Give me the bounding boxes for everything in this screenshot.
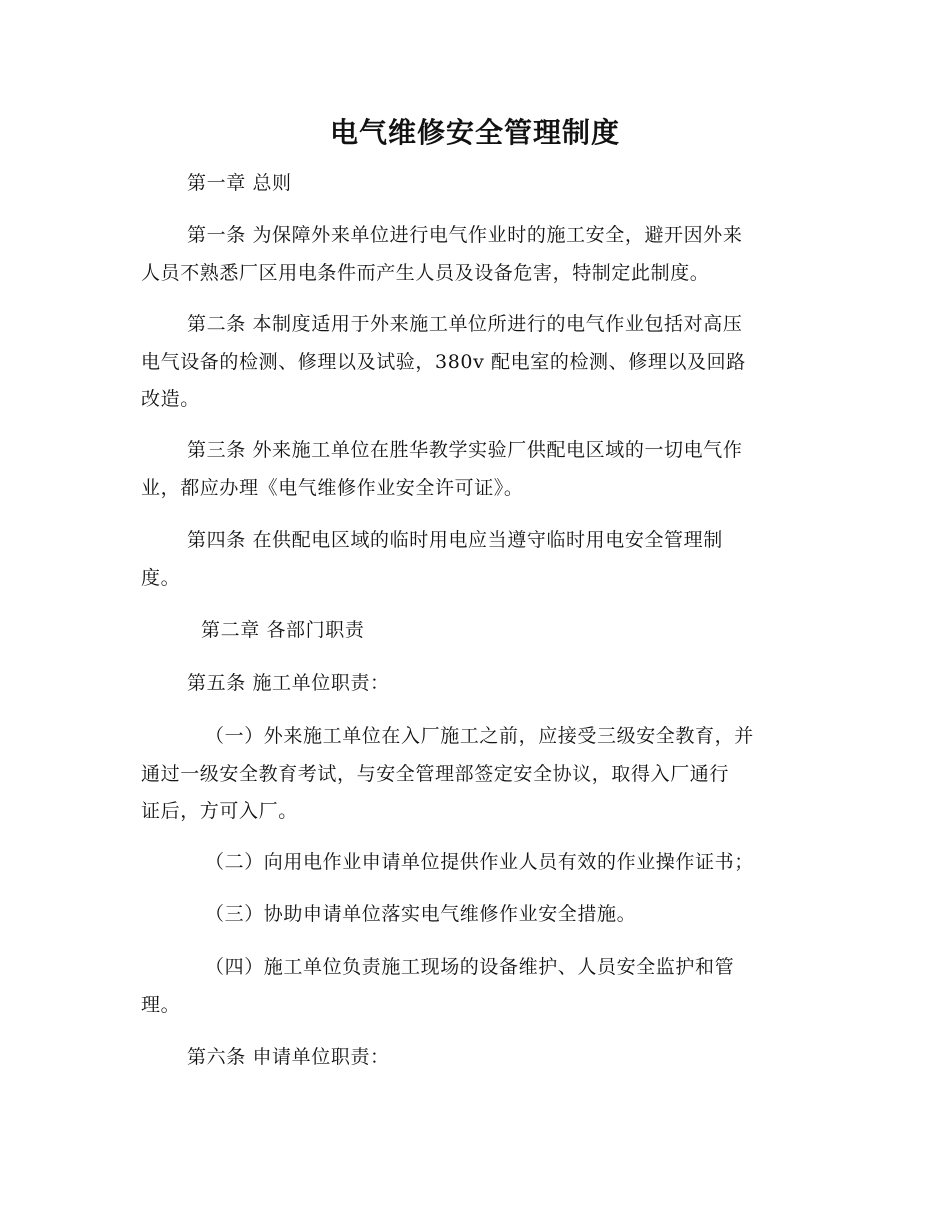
article-5-item-1 [141,718,805,831]
paragraph-line: 第二章 各部门职责 [201,619,365,641]
paragraph-line: 证后，方可入厂。 [141,800,298,822]
paragraph-line: （四）施工单位负责施工现场的设备维护、人员安全监护和管 [205,956,735,978]
paragraph-line: 第四条 在供配电区域的临时用电应当遵守临时用电安全管理制 [187,529,723,551]
paragraph-line: （三）协助申请单位落实电气维修作业安全措施。 [205,903,637,925]
paragraph-line: 第五条 施工单位职责： [187,672,390,694]
paragraph-line: 电气设备的检测、修理以及试验，380v 配电室的检测、修理以及回路 [141,350,746,373]
paragraph-line: 度。 [141,566,181,589]
paragraph-line: 第六条 申请单位职责： [187,1046,390,1068]
chapter-1-heading [141,165,805,203]
document-title: 电气维修安全管理制度 [329,116,620,149]
article-5-item-2 [141,844,805,882]
paragraph-line: 第一条 为保障外来单位进行电气作业时的施工安全，避开因外来 [187,224,743,246]
paragraph-line: 理。 [141,993,181,1016]
paragraph-line: 第二条 本制度适用于外来施工单位所进行的电气作业包括对高压 [187,313,743,335]
paragraph-line: （二）向用电作业申请单位提供作业人员有效的作业操作证书； [205,851,754,873]
article-3 [141,432,805,507]
paragraph-line: 第三条 外来施工单位在胜华教学实验厂供配电区域的一切电气作 [187,439,743,461]
paragraph-line: 第一章 总则 [187,172,292,194]
paragraph-line: 人员不熟悉厂区用电条件而产生人员及设备危害，特制定此制度。 [141,261,710,284]
paragraph-line: 通过一级安全教育考试，与安全管理部签定安全协议，取得入厂通行 [141,762,730,785]
paragraph-line: （一）外来施工单位在入厂施工之前，应接受三级安全教育，并 [205,725,754,747]
article-6 [141,1039,805,1077]
article-5-item-4 [141,949,805,1024]
article-4 [141,522,805,597]
article-1 [141,217,805,292]
article-5 [141,665,805,703]
article-2 [141,306,805,419]
paragraph-line: 改造。 [141,388,200,410]
paragraph-line: 业，都应办理《电气维修作业安全许可证》。 [141,476,524,499]
chapter-2-heading [141,612,805,650]
article-5-item-3 [141,896,805,934]
